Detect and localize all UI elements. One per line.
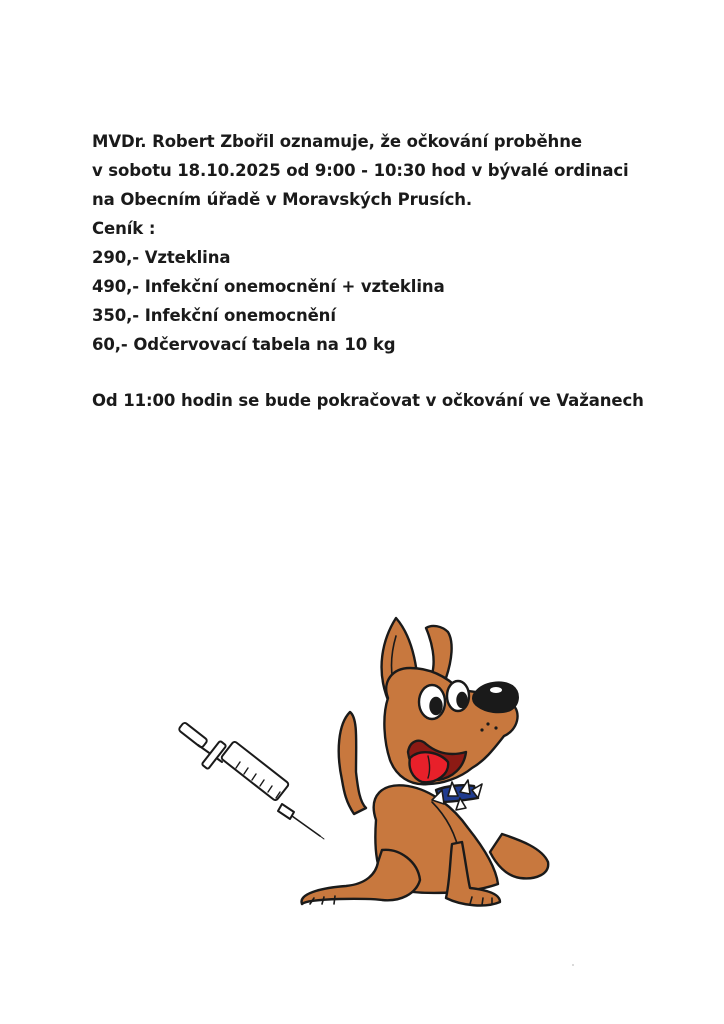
price-item-infectious: 350,- Infekční onemocnění [92,306,336,325]
price-item-infectious-rabies: 490,- Infekční onemocnění + vzteklina [92,277,445,296]
pricelist-heading: Ceník : [92,219,156,238]
vaccination-notice [92,127,692,415]
notice-line-2: v sobotu 18.10.2025 od 9:00 - 10:30 hod v bývalé ordinaci [92,161,629,180]
dog-illustration [302,618,549,905]
dog-vaccination-illustration [170,612,570,912]
scan-speck [572,964,574,966]
continuation-note: Od 11:00 hodin se bude pokračovat v očkování ve Važanech [92,391,644,410]
syringe-icon [178,722,324,839]
price-item-deworming: 60,- Odčervovací tabela na 10 kg [92,335,396,354]
notice-line-1: MVDr. Robert Zbořil oznamuje, že očkování proběhne [92,132,582,151]
notice-line-3: na Obecním úřadě v Moravských Prusích. [92,190,473,209]
price-item-rabies: 290,- Vzteklina [92,248,231,267]
paragraph-gap [92,359,692,386]
